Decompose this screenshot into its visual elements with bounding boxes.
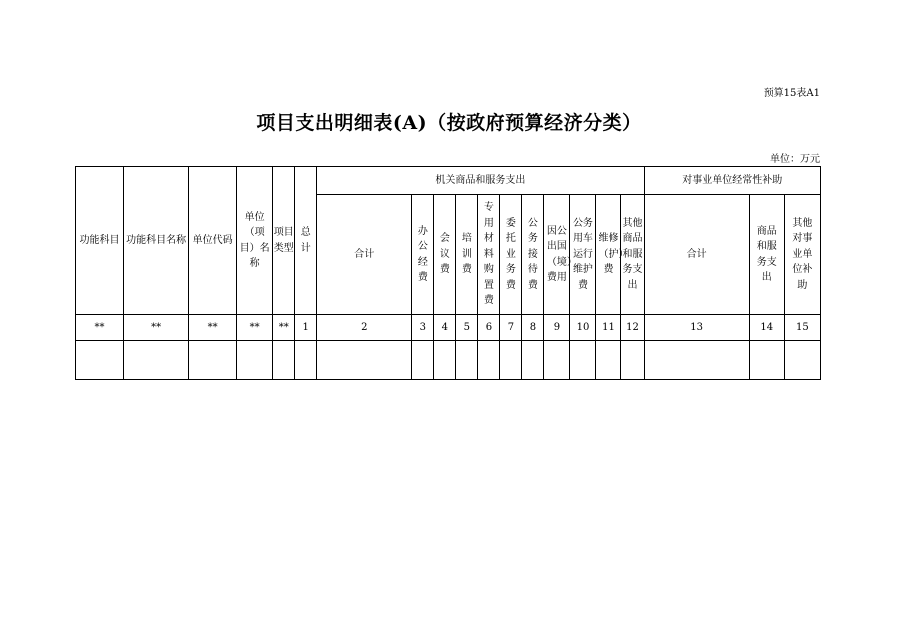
header-b-sum: 合计 <box>644 195 749 315</box>
unit-label: 单位：万元 <box>770 154 820 165</box>
data-cell <box>237 341 273 380</box>
header-a-reception <box>522 195 544 315</box>
index-cell: 15 <box>784 315 820 341</box>
header-unit-name-text: 单位（项目）名称 <box>239 211 270 269</box>
header-a-office <box>412 195 434 315</box>
index-cell: 11 <box>596 315 621 341</box>
index-cell: 1 <box>295 315 317 341</box>
header-a-training-text: 培训费 <box>461 233 472 276</box>
index-cell: ** <box>189 315 237 341</box>
header-a-training <box>456 195 478 315</box>
header-group-b: 对事业单位经常性补助 <box>644 167 820 195</box>
index-cell: 7 <box>500 315 522 341</box>
header-unit-code: 单位代码 <box>189 167 237 315</box>
header-a-sum: 合计 <box>317 195 412 315</box>
data-cell <box>500 341 522 380</box>
data-cell <box>749 341 784 380</box>
index-cell: 13 <box>644 315 749 341</box>
data-cell <box>76 341 124 380</box>
header-b-goods <box>749 195 784 315</box>
index-cell: 8 <box>522 315 544 341</box>
index-cell: ** <box>76 315 124 341</box>
header-project-type-text: 项目类型 <box>273 227 294 254</box>
data-cell <box>570 341 596 380</box>
index-cell: 6 <box>478 315 500 341</box>
data-cell <box>456 341 478 380</box>
data-cell <box>124 341 189 380</box>
header-a-abroad-text: 因公出国（境）费用 <box>546 225 577 283</box>
header-a-entrust <box>500 195 522 315</box>
header-a-vehicle-text: 公务用车运行维护费 <box>572 217 593 291</box>
index-cell: ** <box>273 315 295 341</box>
index-cell: ** <box>237 315 273 341</box>
index-cell: 2 <box>317 315 412 341</box>
header-row-1 <box>76 167 821 195</box>
index-cell: 5 <box>456 315 478 341</box>
data-cell <box>434 341 456 380</box>
header-b-other-text: 其他对事业单位补助 <box>792 217 813 291</box>
index-cell: 14 <box>749 315 784 341</box>
index-cell: 9 <box>544 315 570 341</box>
index-cell: ** <box>124 315 189 341</box>
data-cell <box>295 341 317 380</box>
header-total-text: 总计 <box>300 227 311 254</box>
empty-data-row <box>76 341 821 380</box>
data-cell <box>544 341 570 380</box>
header-a-materials-text: 专用材料购置费 <box>483 202 494 307</box>
index-row <box>76 315 821 341</box>
header-func-code: 功能科目 <box>76 167 124 315</box>
header-a-materials <box>478 195 500 315</box>
header-group-a: 机关商品和服务支出 <box>317 167 644 195</box>
index-cell: 3 <box>412 315 434 341</box>
header-a-repair <box>596 195 629 315</box>
header-a-other-text: 其他商品和服务支出 <box>622 217 643 291</box>
header-a-other <box>621 195 644 315</box>
data-cell <box>784 341 820 380</box>
header-a-reception-text: 公务接待费 <box>527 217 538 291</box>
header-b-goods-text: 商品和服务支出 <box>756 225 777 283</box>
data-cell <box>412 341 434 380</box>
index-cell: 12 <box>621 315 644 341</box>
data-cell <box>317 341 412 380</box>
header-a-repair-text: 维修（护）费 <box>598 233 629 276</box>
header-func-name: 功能科目名称 <box>124 167 189 315</box>
index-cell: 4 <box>434 315 456 341</box>
data-cell <box>522 341 544 380</box>
index-cell: 10 <box>570 315 596 341</box>
data-cell <box>596 341 621 380</box>
header-total <box>295 167 317 315</box>
page-reference: 预算15表A1 <box>763 88 820 99</box>
page-title: 项目支出明细表(A)（按政府预算经济分类） <box>256 112 642 134</box>
header-a-vehicle <box>570 195 596 315</box>
data-cell <box>189 341 237 380</box>
header-a-meeting-text: 会议费 <box>439 233 450 276</box>
data-cell <box>621 341 644 380</box>
header-unit-name <box>237 167 273 315</box>
header-a-entrust-text: 委托业务费 <box>505 217 516 291</box>
header-project-type <box>273 167 295 315</box>
data-cell <box>273 341 295 380</box>
expense-table <box>75 166 821 380</box>
header-a-abroad <box>544 195 577 315</box>
header-a-office-text: 办公经费 <box>417 225 428 283</box>
data-cell <box>478 341 500 380</box>
header-a-meeting <box>434 195 456 315</box>
data-cell <box>644 341 749 380</box>
header-b-other <box>784 195 820 315</box>
